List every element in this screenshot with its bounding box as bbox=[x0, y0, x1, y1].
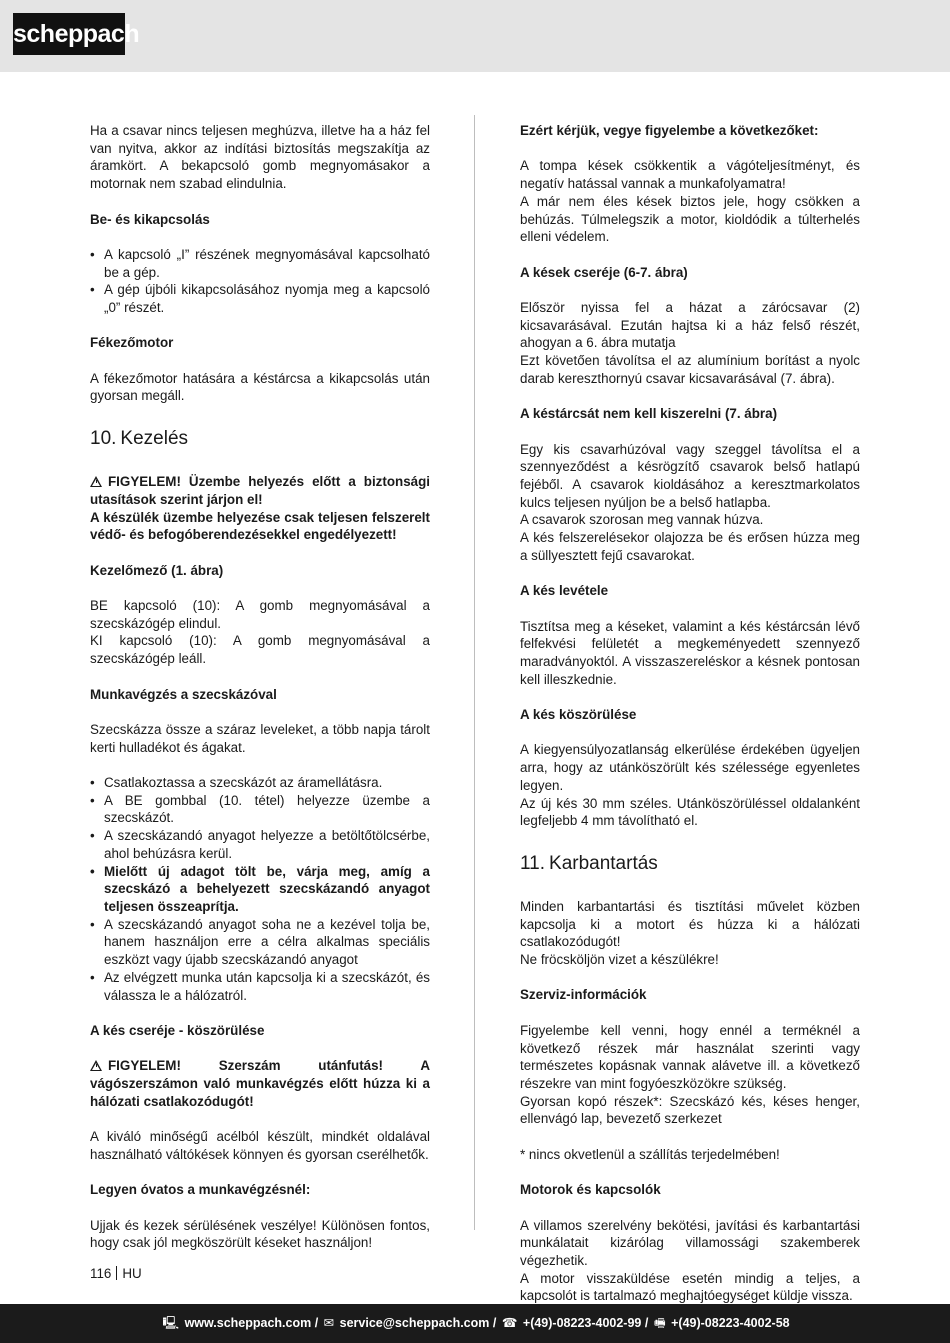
panel-heading: Kezelőmező (1. ábra) bbox=[90, 562, 224, 578]
intro-paragraph: Ha a csavar nincs teljesen meghúzva, illetve ha a ház fel van nyitva, akkor az indítási biztosítás megszakítja az áramkört. A bekapcsoló gomb megnyomásakor a motornak nem szabad elindulnia. bbox=[90, 123, 430, 192]
grind-heading: A kés köszörülése bbox=[520, 707, 637, 723]
warning-paragraph-2: A készülék üzembe helyezése csak teljesen felszerelt védő- és befogóberendezésekkel engedélyezett! bbox=[90, 509, 430, 543]
warning-paragraph bbox=[90, 473, 430, 508]
remove-heading: A kés levétele bbox=[520, 583, 609, 599]
list-item: • A szecskázandó anyagot soha ne a kezével tolja be, hanem használjon erre a célra alkalmas speciális eszközt vagy újabb szecskázandó anyagot bbox=[90, 916, 430, 969]
page-number-value: 116 bbox=[90, 1266, 112, 1281]
warning-text: FIGYELEM! Szerszám utánfutás! A vágószerszámon való munkavégzés előtt húzza ki a hálózati csatlakozódugót! bbox=[90, 1058, 430, 1109]
footer-fax: +(49)-08223-4002-58 bbox=[671, 1316, 790, 1330]
list-item: • Az elvégzett munka után kapcsolja ki a szecskázót, és válassza le a hálózatról. bbox=[90, 969, 430, 1004]
list-item: • A BE gombbal (10. tétel) helyezze üzembe a szecskázót. bbox=[90, 792, 430, 827]
remove-paragraph: Tisztítsa meg a késeket, valamint a kés késtárcsán lévő felfekvési felületét a megkeményedett szennyező maradványoktól. A visszaszereléskor a késnek pontosan kell illeszkednie. bbox=[520, 618, 860, 687]
work-heading: Munkavégzés a szecskázóval bbox=[90, 686, 277, 702]
panel-line: BE kapcsoló (10): A gomb megnyomásával a szecskázógép elindul. bbox=[90, 598, 430, 631]
change-line: Ezt követően távolítsa el az alumínium borítást a nyolc darab kereszthornyú csavar kicsavarásával (7. ábra). bbox=[520, 353, 860, 386]
section-heading-10 bbox=[90, 427, 430, 451]
service-heading: Szerviz-információk bbox=[520, 987, 647, 1003]
disc-line: A kés felszerelésekor olajozza be és erősen húzza meg a süllyesztett fejű csavarokat. bbox=[520, 530, 860, 563]
change-heading: A kések cseréje (6-7. ábra) bbox=[520, 264, 688, 280]
disc-line: Egy kis csavarhúzóval vagy szeggel távolítsa el a szennyeződést a késrögzítő csavarok belső hatlapú fejéből. A csavarok kioldásához a keresztmarkolatos kulcs teljesen nyúljon be a belső hatlapba. bbox=[520, 441, 860, 510]
section-title: Karbantartás bbox=[549, 852, 658, 874]
disc-line: A csavarok szorosan meg vannak húzva. bbox=[520, 512, 764, 528]
column-divider bbox=[474, 115, 475, 1230]
fax-icon: 🖷︎ bbox=[653, 1316, 666, 1330]
footer-email[interactable]: service@scheppach.com / bbox=[339, 1316, 497, 1330]
onoff-list bbox=[90, 246, 430, 317]
grind-line: A kiegyensúlyozatlanság elkerülése érdekében ügyeljen arra, hogy az utánköszörült kés szélessége egyenletes legyen. bbox=[520, 742, 860, 793]
maint-line: Ne fröcsköljön vizet a készülékre! bbox=[520, 952, 719, 968]
section-heading-11 bbox=[520, 852, 860, 876]
work-list bbox=[90, 774, 430, 1004]
list-item: • Mielőtt új adagot tölt be, várja meg, amíg a szecskázó a behelyezett szecskázandó anyagot teljesen összeaprítja. bbox=[90, 863, 430, 916]
work-paragraph: Szecskázza össze a száraz leveleket, a több napja tárolt kerti hulladékot és ágakat. bbox=[90, 721, 430, 755]
motors-line: A motor visszaküldése esetén mindig a teljes, a kapcsolót is tartalmazó meghajtóegységet küldje vissza. bbox=[520, 1270, 860, 1304]
maint-line: Minden karbantartási és tisztítási művelet közben kapcsolja ki a motort és húzza ki a hálózati csatlakozódugót! bbox=[520, 898, 860, 950]
header-bar bbox=[0, 0, 950, 72]
note-line: A már nem éles kések biztos jele, hogy csökken a behúzás. Túlmelegszik a motor, kioldódik a túlterhelés elleni védelem. bbox=[520, 193, 860, 245]
right-column bbox=[520, 122, 860, 1323]
list-item: • A gép újbóli kikapcsolásához nyomja meg a kapcsoló „0” részét. bbox=[90, 281, 430, 316]
list-item: • A kapcsoló „I” részének megnyomásával kapcsolható be a gép. bbox=[90, 246, 430, 281]
knife-paragraph: A kiváló minőségű acélból készült, mindkét oldalával használható váltókések könnyen és gyorsan cserélhetők. bbox=[90, 1129, 430, 1162]
motors-line: A villamos szerelvény bekötési, javítási és karbantartási munkálatait kizárólag villamossági szakemberek végezhetik. bbox=[520, 1217, 860, 1268]
note-heading: Ezért kérjük, vegye figyelembe a következőket: bbox=[520, 123, 819, 138]
section-number: 11. bbox=[520, 852, 546, 874]
change-line: Először nyissa fel a házat a zárócsavar (2) kicsavarásával. Ezután hajtsa ki a ház felső részét, ahogyan a 6. ábra mutatja bbox=[520, 299, 860, 351]
mail-icon: ✉︎ bbox=[323, 1316, 335, 1330]
service-line: Gyorsan kopó részek*: Szecskázó kés, késes henger, ellenvágó lap, bevezető szerkezet bbox=[520, 1093, 860, 1127]
page-number bbox=[90, 1266, 142, 1281]
footer-web[interactable]: www.scheppach.com / bbox=[184, 1316, 319, 1330]
section-number: 10. bbox=[90, 428, 117, 450]
phone-icon: ☎︎ bbox=[501, 1316, 518, 1330]
service-line: Figyelembe kell venni, hogy ennél a terméknél a következő részek már használat szerinti vagy természetes kopásnak vannak alávetve ill. a következő részekre van mint fogyóeszközökre szükség. bbox=[520, 1022, 860, 1091]
motors-heading: Motorok és kapcsolók bbox=[520, 1182, 661, 1198]
onoff-heading: Be- és kikapcsolás bbox=[90, 211, 210, 227]
computer-icon: 🖳︎ bbox=[162, 1316, 180, 1330]
warning-triangle-icon bbox=[90, 1060, 102, 1071]
footer-bar bbox=[0, 1304, 950, 1343]
footer-phone: +(49)-08223-4002-99 / bbox=[522, 1316, 649, 1330]
service-note: * nincs okvetlenül a szállítás terjedelmében! bbox=[520, 1146, 780, 1162]
list-item: • Csatlakoztassa a szecskázót az áramellátásra. bbox=[90, 774, 430, 792]
section-title: Kezelés bbox=[120, 428, 189, 450]
warning-text: FIGYELEM! Üzembe helyezés előtt a biztonsági utasítások szerint járjon el! bbox=[90, 474, 430, 507]
knife-heading: A kés cseréje - köszörülése bbox=[90, 1022, 265, 1038]
left-column bbox=[90, 122, 430, 1270]
brake-heading: Fékezőmotor bbox=[90, 335, 174, 351]
careful-heading: Legyen óvatos a munkavégzésnél: bbox=[90, 1182, 311, 1198]
brake-paragraph: A fékezőmotor hatására a késtárcsa a kikapcsolás után gyorsan megáll. bbox=[90, 370, 430, 404]
disc-heading: A késtárcsát nem kell kiszerelni (7. ábra) bbox=[520, 406, 778, 422]
brand-logo: scheppach bbox=[13, 13, 125, 55]
page-language: HU bbox=[122, 1266, 142, 1281]
warning-triangle-icon bbox=[90, 476, 102, 487]
careful-paragraph: Ujjak és kezek sérülésének veszélye! Különösen fontos, hogy csak jól megköszörült késeket használjon! bbox=[90, 1217, 430, 1251]
warning-paragraph-3 bbox=[90, 1057, 430, 1110]
grind-line: Az új kés 30 mm széles. Utánköszörüléssel oldalanként legfeljebb 4 mm távolítható el. bbox=[520, 795, 860, 829]
panel-line: KI kapcsoló (10): A gomb megnyomásával a szecskázógép leáll. bbox=[90, 633, 430, 667]
note-line: A tompa kések csökkentik a vágóteljesítményt, és negatív hatással vannak a munkafolyamatra! bbox=[520, 158, 860, 192]
list-item: • A szecskázandó anyagot helyezze a betöltőtölcsérbe, ahol behúzásra kerül. bbox=[90, 827, 430, 862]
